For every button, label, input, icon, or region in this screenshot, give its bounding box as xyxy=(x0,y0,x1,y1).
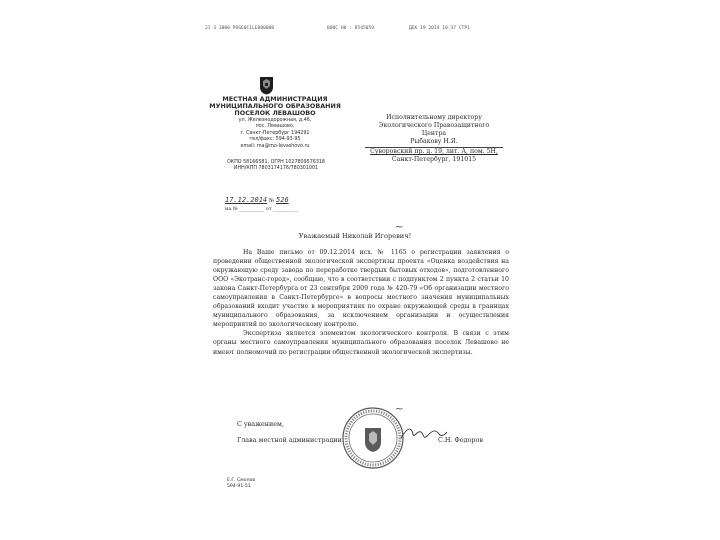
registration-prefix: № xyxy=(268,198,275,204)
recipient-address-line: Суворовский пр. д. 19, лит. А, пом. 5Н, xyxy=(370,148,498,155)
sender-address-line: г. Санкт-Петербург 194291 xyxy=(240,130,310,136)
greeting: Уважаемый Николай Игоревич! xyxy=(298,232,412,240)
sender-title-line: МЕСТНАЯ АДМИНИСТРАЦИЯ xyxy=(222,95,328,103)
codes-line: ИНН/КПП 7803174176/780301001 xyxy=(233,166,319,172)
executor-name: Е.Г. Смолов xyxy=(227,478,256,483)
fax-header-right: ДЕК 19 2014 10:37 СТР1 xyxy=(409,26,470,31)
sender-title-line: МУНИЦИПАЛЬНОГО ОБРАЗОВАНИЯ xyxy=(209,102,341,111)
sender-address-line: пос. Левашово, xyxy=(255,124,295,130)
recipient-line: Рыбакову Н.Я. xyxy=(410,138,458,145)
sender-codes xyxy=(201,160,351,172)
sender-phone: тел/факс: 594-93-95 xyxy=(249,137,301,143)
punch-mark: ~ xyxy=(395,222,404,233)
recipient-line: Центра xyxy=(421,130,447,137)
signer-title: Глава местной администрации xyxy=(237,436,342,444)
official-seal-icon xyxy=(341,406,405,470)
body-paragraph: На Ваше письмо от 09.12.2014 исх. № 1165 о регистрации заявления о проведении общественной экологической экспертизы проекта «Оценка воздействия на окружающую среду завода по переработке твердых бытовых отходов», подготовленного ООО «Экотранс-город», сообщаю, что в соответствии с подпунктом 2 пункта 2 статьи 10 закона Санкт-Петербурга от 23 сентября 2009 года № 420-79 «Об организации местного самоуправления в Санкт-Петербурге» в вопросы местного значения муниципальных образований входит участие в мероприятиях по охране окружающей среды в границах муниципального образования, за исключением организации и осуществления мероприятий по экологическому контролю. xyxy=(213,249,509,329)
recipient-line: Исполнительному директору xyxy=(386,114,482,121)
signer-name: С.Н. Федоров xyxy=(438,436,483,444)
sender-block xyxy=(207,96,343,151)
closing: С уважением, xyxy=(237,420,285,428)
punch-mark: ~ xyxy=(395,404,404,415)
recipient-line: Экологического Правозащитного xyxy=(378,122,490,129)
fax-header-left: 21 3 3000 P0SE0C1LE000000 xyxy=(205,26,275,31)
registration-date: 17.12.2014 xyxy=(225,196,268,204)
letter-page xyxy=(195,26,515,492)
executor-block xyxy=(227,478,255,490)
sender-address-line: ул. Железнодорожная, д.46, xyxy=(238,117,312,123)
sender-title-line: ПОСЕЛОК ЛЕВАШОВО xyxy=(234,109,316,118)
reply-reference-line: на № __________ от __________ xyxy=(225,206,299,212)
fax-header-middle: B00C H0 : 8545059 xyxy=(327,26,375,31)
sender-email: email: ma@mo-levashovo.ru xyxy=(240,143,310,149)
executor-phone: 594-91-51 xyxy=(227,484,251,489)
registration-line xyxy=(225,196,289,204)
body-paragraph: Экспертиза является элементом экологического контроля. В связи с этим органы местного самоуправления муниципального образования поселок Левашово не имеют полномочий по регистрации общественной экологической экспертизы. xyxy=(213,330,509,356)
recipient-address-line: Санкт-Петербург, 191015 xyxy=(391,156,477,163)
registration-number: 526 xyxy=(276,196,289,204)
coat-of-arms-icon xyxy=(259,76,274,95)
codes-line: ОКПО 58166581, ОГРН 1027809576318 xyxy=(227,160,325,165)
recipient-block xyxy=(359,114,509,164)
letter-body xyxy=(213,248,509,357)
